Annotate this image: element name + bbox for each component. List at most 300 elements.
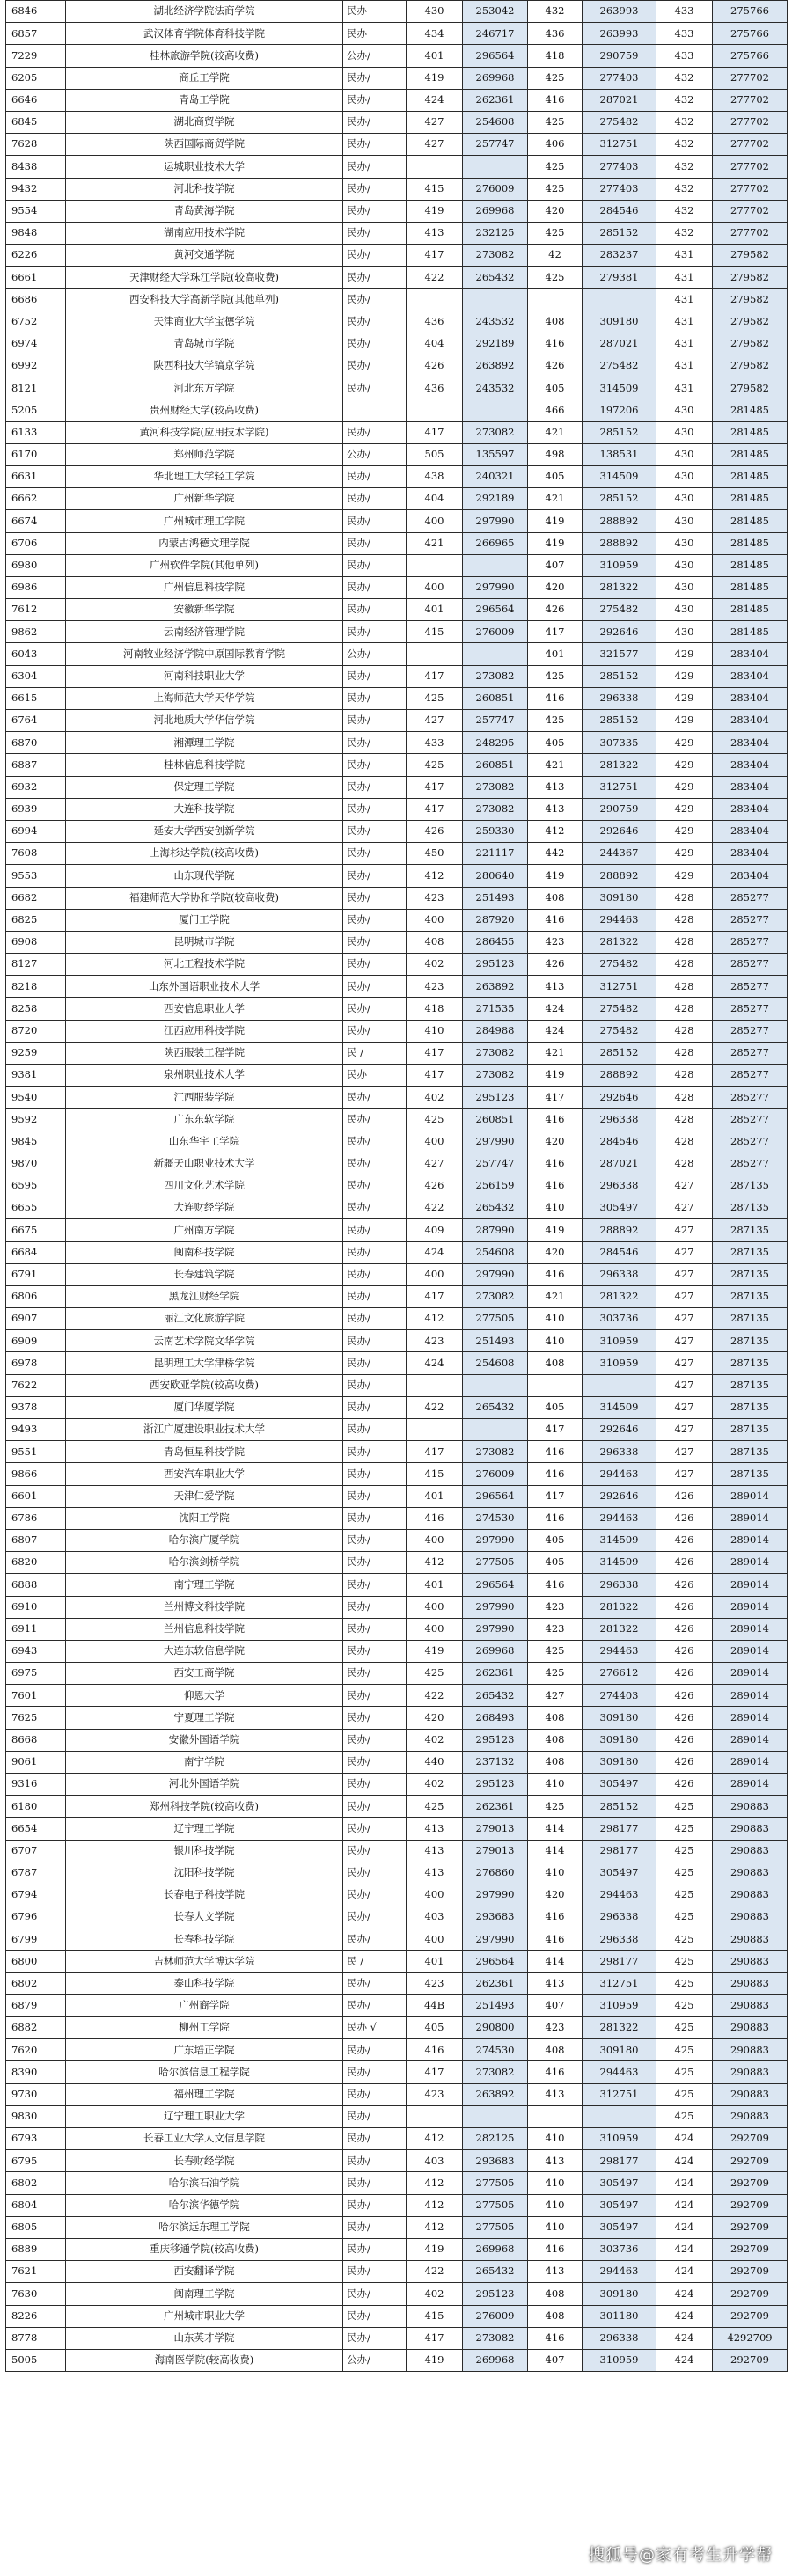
table-row: [6, 1840, 788, 1862]
table-row: [6, 2061, 788, 2083]
rank-1-cell: [463, 554, 528, 576]
rank-2-cell: 275482: [583, 599, 656, 621]
score-2-cell: 425: [528, 665, 583, 687]
score-2-cell: 405: [528, 1396, 583, 1418]
school-code-cell: 6943: [6, 1640, 66, 1662]
score-2-cell: 416: [528, 687, 583, 709]
score-1-cell: 400: [407, 1884, 463, 1906]
rank-3-cell: 283404: [713, 820, 788, 842]
rank-1-cell: 273082: [463, 245, 528, 267]
score-3-cell: 429: [656, 865, 713, 887]
rank-1-cell: 260851: [463, 1109, 528, 1131]
score-2-cell: 425: [528, 222, 583, 244]
score-1-cell: 433: [407, 732, 463, 754]
rank-1-cell: 251493: [463, 1330, 528, 1352]
rank-2-cell: 275482: [583, 998, 656, 1020]
score-3-cell: 428: [656, 1153, 713, 1175]
table-row: [6, 1241, 788, 1263]
rank-1-cell: 240321: [463, 465, 528, 487]
rank-1-cell: 263892: [463, 355, 528, 377]
rank-3-cell: 287135: [713, 1263, 788, 1285]
rank-1-cell: 262361: [463, 89, 528, 111]
rank-1-cell: 273082: [463, 1285, 528, 1307]
school-code-cell: 8121: [6, 377, 66, 399]
school-type-cell: 民办/: [343, 2327, 407, 2349]
score-2-cell: 420: [528, 200, 583, 222]
rank-3-cell: 285277: [713, 1065, 788, 1087]
school-code-cell: 6674: [6, 510, 66, 532]
school-type-cell: 民办/: [343, 1197, 407, 1219]
school-type-cell: 民办/: [343, 1751, 407, 1773]
school-code-cell: 6939: [6, 798, 66, 820]
score-2-cell: 425: [528, 1640, 583, 1662]
score-2-cell: 410: [528, 1330, 583, 1352]
rank-2-cell: 296338: [583, 1263, 656, 1285]
score-2-cell: 416: [528, 1574, 583, 1596]
rank-1-cell: 280640: [463, 865, 528, 887]
school-code-cell: 6908: [6, 931, 66, 953]
rank-1-cell: 295123: [463, 1087, 528, 1109]
rank-2-cell: 281322: [583, 1285, 656, 1307]
rank-2-cell: 274403: [583, 1685, 656, 1707]
rank-1-cell: [463, 399, 528, 421]
school-name-cell: 闽南理工学院: [66, 2283, 343, 2305]
score-1-cell: 401: [407, 1950, 463, 1972]
score-3-cell: 427: [656, 1175, 713, 1197]
school-type-cell: 民办/: [343, 2105, 407, 2127]
rank-3-cell: 287135: [713, 1219, 788, 1241]
school-type-cell: 民办/: [343, 820, 407, 842]
rank-1-cell: 273082: [463, 1441, 528, 1463]
school-name-cell: 武汉体育学院体育科技学院: [66, 23, 343, 45]
score-1-cell: 400: [407, 510, 463, 532]
rank-1-cell: 269968: [463, 200, 528, 222]
rank-3-cell: 283404: [713, 798, 788, 820]
school-name-cell: 长春科技学院: [66, 1928, 343, 1950]
table-row: [6, 443, 788, 465]
table-row: [6, 1153, 788, 1175]
score-1-cell: 401: [407, 45, 463, 67]
score-3-cell: 428: [656, 1020, 713, 1042]
school-name-cell: 四川文化艺术学院: [66, 1175, 343, 1197]
table-row: [6, 1884, 788, 1906]
school-code-cell: 7620: [6, 2039, 66, 2061]
school-type-cell: 民办/: [343, 89, 407, 111]
score-1-cell: 427: [407, 1153, 463, 1175]
table-row: [6, 2017, 788, 2039]
rank-1-cell: [463, 2105, 528, 2127]
school-code-cell: 9554: [6, 200, 66, 222]
rank-2-cell: 292646: [583, 621, 656, 643]
score-2-cell: 423: [528, 931, 583, 953]
rank-2-cell: 305497: [583, 1774, 656, 1796]
rank-2-cell: 292646: [583, 820, 656, 842]
rank-3-cell: 287135: [713, 1419, 788, 1441]
rank-1-cell: 251493: [463, 887, 528, 909]
school-type-cell: 民办/: [343, 134, 407, 156]
rank-1-cell: 295123: [463, 1774, 528, 1796]
score-3-cell: 427: [656, 1330, 713, 1352]
rank-1-cell: 279013: [463, 1818, 528, 1840]
rank-1-cell: 265432: [463, 1197, 528, 1219]
rank-1-cell: 297990: [463, 1263, 528, 1285]
admission-score-table: [5, 0, 788, 2372]
school-name-cell: 山东现代学院: [66, 865, 343, 887]
school-name-cell: 河北东方学院: [66, 377, 343, 399]
score-2-cell: 425: [528, 67, 583, 89]
table-row: [6, 1374, 788, 1396]
table-body: [6, 1, 788, 2372]
rank-1-cell: 277505: [463, 1552, 528, 1574]
rank-3-cell: 277702: [713, 111, 788, 133]
rank-1-cell: 293683: [463, 1906, 528, 1928]
score-1-cell: 417: [407, 1065, 463, 1087]
score-3-cell: 431: [656, 355, 713, 377]
school-type-cell: 民办/: [343, 2283, 407, 2305]
school-code-cell: 9378: [6, 1396, 66, 1418]
school-type-cell: 民办/: [343, 267, 407, 289]
school-name-cell: 浙江广厦建设职业技术大学: [66, 1419, 343, 1441]
score-3-cell: 428: [656, 1065, 713, 1087]
table-row: [6, 1574, 788, 1596]
table-row: [6, 1618, 788, 1640]
school-type-cell: 民办/: [343, 1840, 407, 1862]
school-name-cell: 哈尔滨石油学院: [66, 2172, 343, 2194]
table-row: [6, 1862, 788, 1884]
rank-3-cell: 287135: [713, 1352, 788, 1374]
school-code-cell: 7621: [6, 2261, 66, 2283]
score-3-cell: 424: [656, 2327, 713, 2349]
school-name-cell: 广州城市理工学院: [66, 510, 343, 532]
rank-1-cell: 297990: [463, 1884, 528, 1906]
school-type-cell: 民办/: [343, 976, 407, 998]
table-row: [6, 377, 788, 399]
score-3-cell: 432: [656, 67, 713, 89]
school-type-cell: 民办/: [343, 1330, 407, 1352]
rank-1-cell: 287920: [463, 909, 528, 931]
table-row: [6, 1906, 788, 1928]
score-1-cell: 417: [407, 2327, 463, 2349]
score-2-cell: 406: [528, 134, 583, 156]
school-code-cell: 6820: [6, 1552, 66, 1574]
rank-3-cell: 283404: [713, 732, 788, 754]
school-name-cell: 黄河科技学院(应用技术学院): [66, 421, 343, 443]
school-type-cell: 民办: [343, 1065, 407, 1087]
score-1-cell: 450: [407, 843, 463, 865]
school-name-cell: 长春财经学院: [66, 2150, 343, 2172]
rank-1-cell: 260851: [463, 754, 528, 776]
score-2-cell: 417: [528, 1087, 583, 1109]
rank-3-cell: 281485: [713, 488, 788, 510]
rank-2-cell: 298177: [583, 1950, 656, 1972]
rank-3-cell: 292709: [713, 2283, 788, 2305]
rank-3-cell: 290883: [713, 1840, 788, 1862]
score-1-cell: 417: [407, 1441, 463, 1463]
school-code-cell: 6910: [6, 1596, 66, 1618]
school-type-cell: 民办/: [343, 532, 407, 554]
school-name-cell: 山东外国语职业技术大学: [66, 976, 343, 998]
rank-1-cell: 257747: [463, 710, 528, 732]
score-1-cell: 413: [407, 1840, 463, 1862]
school-name-cell: 长春人文学院: [66, 1906, 343, 1928]
rank-2-cell: 284546: [583, 1241, 656, 1263]
rank-3-cell: 277702: [713, 134, 788, 156]
rank-3-cell: 277702: [713, 222, 788, 244]
table-row: [6, 954, 788, 976]
rank-2-cell: 285152: [583, 710, 656, 732]
school-name-cell: 重庆移通学院(较高收费): [66, 2238, 343, 2260]
school-type-cell: 民办/: [343, 200, 407, 222]
table-row: [6, 1109, 788, 1131]
rank-3-cell: 283404: [713, 710, 788, 732]
school-type-cell: 民办/: [343, 2194, 407, 2216]
school-name-cell: 陕西国际商贸学院: [66, 134, 343, 156]
school-code-cell: 8668: [6, 1729, 66, 1751]
rank-3-cell: 285277: [713, 1131, 788, 1153]
school-name-cell: 青岛黄海学院: [66, 200, 343, 222]
rank-1-cell: 265432: [463, 2261, 528, 2283]
score-3-cell: 429: [656, 798, 713, 820]
score-1-cell: 402: [407, 1729, 463, 1751]
score-2-cell: [528, 2105, 583, 2127]
school-code-cell: 7612: [6, 599, 66, 621]
score-3-cell: 424: [656, 2238, 713, 2260]
rank-3-cell: 283404: [713, 643, 788, 665]
school-name-cell: 柳州工学院: [66, 2017, 343, 2039]
school-code-cell: 6911: [6, 1618, 66, 1640]
school-type-cell: 民办/: [343, 1707, 407, 1729]
score-1-cell: 423: [407, 2083, 463, 2105]
score-2-cell: 419: [528, 865, 583, 887]
school-type-cell: 民办/: [343, 1507, 407, 1529]
score-1-cell: [407, 643, 463, 665]
school-name-cell: 安徽新华学院: [66, 599, 343, 621]
table-row: [6, 1131, 788, 1153]
table-row: [6, 2261, 788, 2283]
rank-1-cell: 232125: [463, 222, 528, 244]
score-2-cell: 416: [528, 2061, 583, 2083]
score-3-cell: 425: [656, 1796, 713, 1818]
rank-1-cell: 276009: [463, 2305, 528, 2327]
school-name-cell: 哈尔滨远东理工学院: [66, 2216, 343, 2238]
score-3-cell: 431: [656, 311, 713, 333]
table-row: [6, 1972, 788, 1994]
rank-3-cell: 289014: [713, 1729, 788, 1751]
school-type-cell: 民办/: [343, 377, 407, 399]
score-2-cell: 416: [528, 1175, 583, 1197]
score-3-cell: 425: [656, 1884, 713, 1906]
table-row: [6, 1020, 788, 1042]
rank-3-cell: 290883: [713, 1994, 788, 2016]
school-code-cell: 8438: [6, 156, 66, 178]
rank-1-cell: 254608: [463, 1352, 528, 1374]
school-type-cell: 民 /: [343, 1950, 407, 1972]
rank-2-cell: 310959: [583, 554, 656, 576]
rank-3-cell: 290883: [713, 1950, 788, 1972]
table-row: [6, 909, 788, 931]
score-3-cell: 432: [656, 134, 713, 156]
score-3-cell: 433: [656, 1, 713, 23]
school-type-cell: 民办/: [343, 1529, 407, 1551]
score-3-cell: 428: [656, 931, 713, 953]
school-code-cell: 9432: [6, 178, 66, 200]
score-2-cell: 410: [528, 1862, 583, 1884]
rank-3-cell: 279582: [713, 377, 788, 399]
rank-2-cell: 310959: [583, 2349, 656, 2371]
school-code-cell: 6684: [6, 1241, 66, 1263]
rank-2-cell: 296338: [583, 1109, 656, 1131]
school-code-cell: 6043: [6, 643, 66, 665]
rank-1-cell: 254608: [463, 1241, 528, 1263]
rank-2-cell: 275482: [583, 1020, 656, 1042]
score-1-cell: 420: [407, 1707, 463, 1729]
school-type-cell: 民办/: [343, 1419, 407, 1441]
score-2-cell: 410: [528, 1774, 583, 1796]
rank-1-cell: 274530: [463, 1507, 528, 1529]
rank-1-cell: 297990: [463, 1596, 528, 1618]
rank-1-cell: 296564: [463, 45, 528, 67]
school-name-cell: 湖北经济学院法商学院: [66, 1, 343, 23]
table-row: [6, 2039, 788, 2061]
rank-1-cell: 253042: [463, 1, 528, 23]
score-3-cell: 424: [656, 2128, 713, 2150]
rank-2-cell: 287021: [583, 89, 656, 111]
score-3-cell: 426: [656, 1729, 713, 1751]
school-code-cell: 6226: [6, 245, 66, 267]
score-2-cell: 425: [528, 156, 583, 178]
score-2-cell: 410: [528, 1197, 583, 1219]
score-1-cell: 425: [407, 1663, 463, 1685]
score-1-cell: 400: [407, 909, 463, 931]
score-2-cell: 416: [528, 1463, 583, 1485]
school-name-cell: 广州新华学院: [66, 488, 343, 510]
rank-2-cell: 321577: [583, 643, 656, 665]
rank-2-cell: 281322: [583, 2017, 656, 2039]
table-row: [6, 754, 788, 776]
rank-1-cell: 297990: [463, 1928, 528, 1950]
rank-2-cell: 309180: [583, 1751, 656, 1773]
rank-1-cell: 297990: [463, 576, 528, 598]
score-2-cell: 417: [528, 1485, 583, 1507]
score-2-cell: 424: [528, 1020, 583, 1042]
score-3-cell: 424: [656, 2305, 713, 2327]
score-3-cell: 426: [656, 1507, 713, 1529]
score-2-cell: 419: [528, 1065, 583, 1087]
score-2-cell: 427: [528, 1685, 583, 1707]
table-row: [6, 2349, 788, 2371]
score-1-cell: 413: [407, 1862, 463, 1884]
rank-1-cell: 277505: [463, 2216, 528, 2238]
score-2-cell: 420: [528, 1131, 583, 1153]
rank-1-cell: 265432: [463, 1396, 528, 1418]
table-row: [6, 554, 788, 576]
school-type-cell: 民办/: [343, 2305, 407, 2327]
rank-1-cell: 135597: [463, 443, 528, 465]
school-name-cell: 长春电子科技学院: [66, 1884, 343, 1906]
rank-1-cell: 246717: [463, 23, 528, 45]
table-row: [6, 333, 788, 355]
rank-3-cell: 289014: [713, 1774, 788, 1796]
rank-2-cell: 285152: [583, 222, 656, 244]
school-code-cell: 9845: [6, 1131, 66, 1153]
score-3-cell: 430: [656, 488, 713, 510]
score-3-cell: 425: [656, 2083, 713, 2105]
score-1-cell: 436: [407, 377, 463, 399]
rank-1-cell: 276009: [463, 1463, 528, 1485]
school-type-cell: 民办/: [343, 1109, 407, 1131]
rank-2-cell: 296338: [583, 1175, 656, 1197]
score-1-cell: 400: [407, 1263, 463, 1285]
rank-2-cell: 298177: [583, 2150, 656, 2172]
rank-1-cell: 254608: [463, 111, 528, 133]
rank-3-cell: 277702: [713, 89, 788, 111]
score-3-cell: 424: [656, 2216, 713, 2238]
school-code-cell: 9551: [6, 1441, 66, 1463]
school-type-cell: 民办/: [343, 887, 407, 909]
school-name-cell: 辽宁理工学院: [66, 1818, 343, 1840]
school-code-cell: 8778: [6, 2327, 66, 2349]
school-code-cell: 8127: [6, 954, 66, 976]
rank-3-cell: 285277: [713, 931, 788, 953]
school-code-cell: 9730: [6, 2083, 66, 2105]
rank-3-cell: 289014: [713, 1618, 788, 1640]
rank-2-cell: 312751: [583, 776, 656, 798]
school-type-cell: 民办/: [343, 1020, 407, 1042]
school-name-cell: 宁夏理工学院: [66, 1707, 343, 1729]
school-code-cell: 6675: [6, 1219, 66, 1241]
rank-3-cell: 289014: [713, 1574, 788, 1596]
school-code-cell: 6907: [6, 1308, 66, 1330]
school-code-cell: 6205: [6, 67, 66, 89]
school-name-cell: 江西服装学院: [66, 1087, 343, 1109]
school-code-cell: 6879: [6, 1994, 66, 2016]
school-code-cell: 6170: [6, 443, 66, 465]
school-type-cell: 民办/: [343, 111, 407, 133]
table-row: [6, 465, 788, 487]
school-code-cell: 6180: [6, 1796, 66, 1818]
school-type-cell: 民办/: [343, 1928, 407, 1950]
rank-3-cell: 287135: [713, 1396, 788, 1418]
rank-3-cell: 285277: [713, 998, 788, 1020]
rank-2-cell: 310959: [583, 1330, 656, 1352]
rank-3-cell: 283404: [713, 754, 788, 776]
score-1-cell: 404: [407, 488, 463, 510]
school-type-cell: 民办/: [343, 1241, 407, 1263]
score-1-cell: 415: [407, 2305, 463, 2327]
score-1-cell: 413: [407, 222, 463, 244]
school-type-cell: 民办/: [343, 843, 407, 865]
score-1-cell: 402: [407, 954, 463, 976]
score-1-cell: 417: [407, 665, 463, 687]
score-2-cell: 425: [528, 710, 583, 732]
school-code-cell: 6887: [6, 754, 66, 776]
rank-3-cell: 292709: [713, 2150, 788, 2172]
table-row: [6, 776, 788, 798]
school-code-cell: 6615: [6, 687, 66, 709]
school-code-cell: 9061: [6, 1751, 66, 1773]
score-3-cell: 431: [656, 289, 713, 311]
rank-1-cell: 297990: [463, 1131, 528, 1153]
rank-2-cell: 305497: [583, 2216, 656, 2238]
school-code-cell: 6932: [6, 776, 66, 798]
school-code-cell: 9381: [6, 1065, 66, 1087]
school-type-cell: 民办/: [343, 465, 407, 487]
rank-3-cell: 285277: [713, 976, 788, 998]
score-3-cell: 430: [656, 510, 713, 532]
rank-2-cell: 275482: [583, 355, 656, 377]
rank-1-cell: 273082: [463, 2327, 528, 2349]
rank-1-cell: 265432: [463, 1685, 528, 1707]
